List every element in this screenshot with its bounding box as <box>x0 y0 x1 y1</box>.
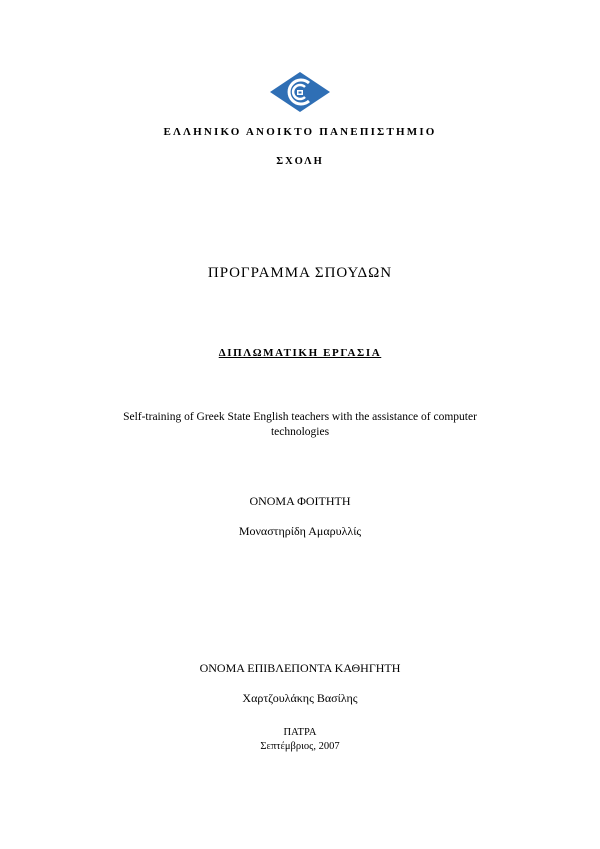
thesis-title: Self-training of Greek State English teachers with the assistance of computer technologies <box>123 411 477 438</box>
student-name: Μοναστηρίδη Αμαρυλλίς <box>238 524 362 538</box>
university-logo-icon <box>268 70 332 114</box>
supervisor-name-label: ΟΝΟΜΑ ΕΠΙΒΛΕΠΟΝΤΑ ΚΑΘΗΓΗΤΗ <box>199 661 401 675</box>
program-title: ΠΡΟΓΡΑΜΜΑ ΣΠΟΥΔΩΝ <box>207 265 393 281</box>
supervisor-name: Χαρτζουλάκης Βασίλης <box>242 691 358 705</box>
school-name: ΣΧΟΛΗ <box>276 156 324 167</box>
thesis-type-heading: ΔΙΠΛΩΜΑΤΙΚΗ ΕΡΓΑΣΙΑ <box>218 347 382 359</box>
university-name: ΕΛΛΗΝΙΚΟ ΑΝΟΙΚΤΟ ΠΑΝΕΠΙΣΤΗΜΙΟ <box>163 126 437 138</box>
date: Σεπτέμβριος, 2007 <box>260 741 340 752</box>
city: ΠΑΤΡΑ <box>283 727 317 738</box>
student-name-label: ΟΝΟΜΑ ΦΟΙΤΗΤΗ <box>249 494 351 508</box>
